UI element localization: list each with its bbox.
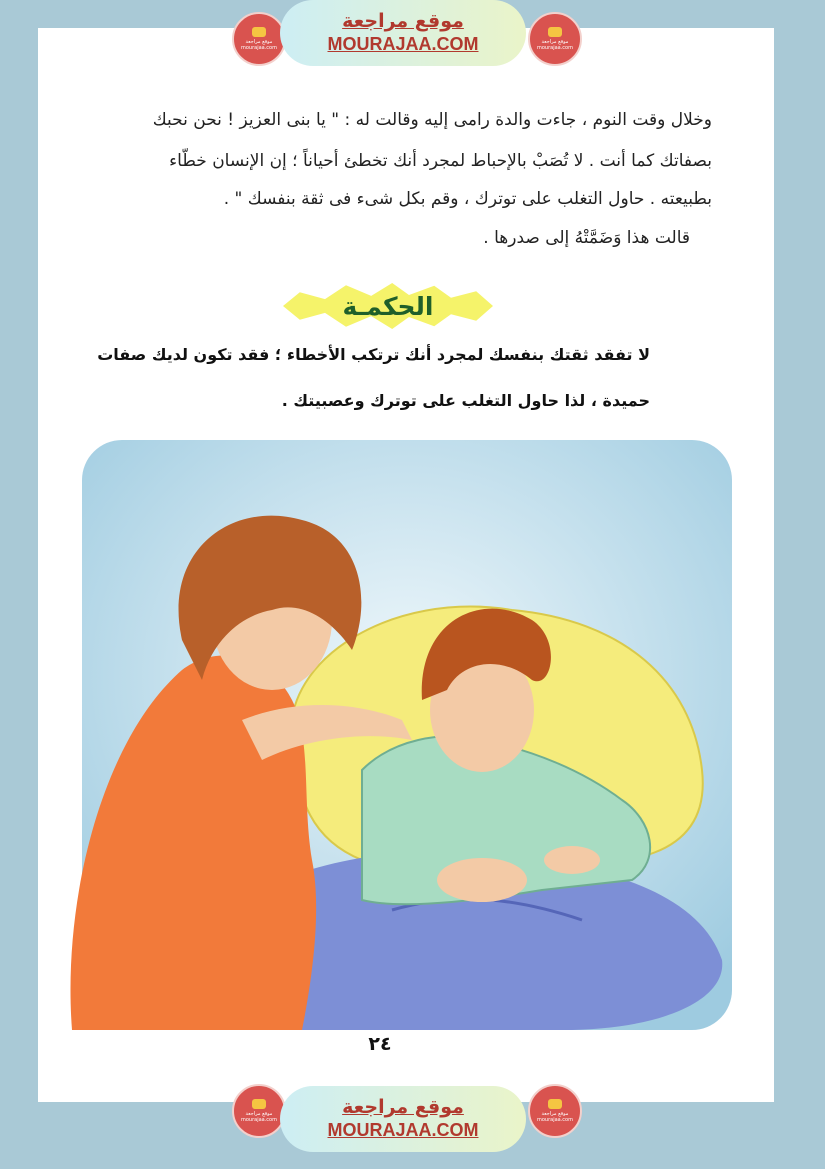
- badge-label: موقع مراجعة: [541, 39, 569, 45]
- badge-label: موقع مراجعة: [245, 39, 273, 45]
- mother-hand: [437, 858, 527, 902]
- site-banner-bottom[interactable]: [280, 1086, 526, 1152]
- badge-label-en: mourajaa.com: [536, 45, 573, 51]
- badge-label-en: mourajaa.com: [240, 1117, 277, 1123]
- site-logo-badge-left-bottom[interactable]: [232, 1084, 286, 1138]
- site-logo-badge-left[interactable]: [232, 12, 286, 66]
- site-name-arabic[interactable]: موقع مراجعة: [342, 1096, 464, 1118]
- book-icon: [252, 27, 266, 37]
- mother-comforting-boy-illustration: [62, 440, 742, 1040]
- site-name-english[interactable]: MOURAJAA.COM: [327, 34, 479, 54]
- book-icon: [548, 1099, 562, 1109]
- wisdom-heading: [283, 283, 493, 329]
- page-number: ٢٤: [368, 1033, 392, 1055]
- book-icon: [548, 27, 562, 37]
- badge-label: موقع مراجعة: [245, 1111, 273, 1117]
- site-logo-badge-right-bottom[interactable]: [528, 1084, 582, 1138]
- badge-label: موقع مراجعة: [541, 1111, 569, 1117]
- site-banner-top[interactable]: [280, 0, 526, 66]
- story-line-2: بصفاتك كما أنت . لا تُصَبْ بالإحباط لمجرد أنك تخطئ أحياناً ؛ إن الإنسان خطّاء: [169, 151, 712, 171]
- boy-hand: [544, 846, 600, 874]
- book-icon: [252, 1099, 266, 1109]
- badge-label-en: mourajaa.com: [536, 1117, 573, 1123]
- wisdom-line-2: حميدة ، لذا حاول التغلب على توترك وعصبيتك .: [281, 391, 650, 410]
- site-name-english[interactable]: MOURAJAA.COM: [327, 1120, 479, 1140]
- wisdom-title-text: الحكمـة: [342, 291, 434, 321]
- badge-label-en: mourajaa.com: [240, 45, 277, 51]
- story-line-1: وخلال وقت النوم ، جاءت والدة رامى إليه وقالت له : " يا بنى العزيز ! نحن نحبك: [152, 110, 712, 130]
- site-name-arabic[interactable]: موقع مراجعة: [342, 10, 464, 32]
- site-logo-badge-right[interactable]: [528, 12, 582, 66]
- story-line-4: قالت هذا وَضَمَّتْهُ إلى صدرها .: [483, 228, 690, 248]
- story-line-3: بطبيعته . حاول التغلب على توترك ، وقم بكل شىء فى ثقة بنفسك " .: [223, 189, 712, 209]
- wisdom-line-1: لا تفقد ثقتك بنفسك لمجرد أنك ترتكب الأخطاء ؛ فقد تكون لديك صفات: [97, 345, 650, 364]
